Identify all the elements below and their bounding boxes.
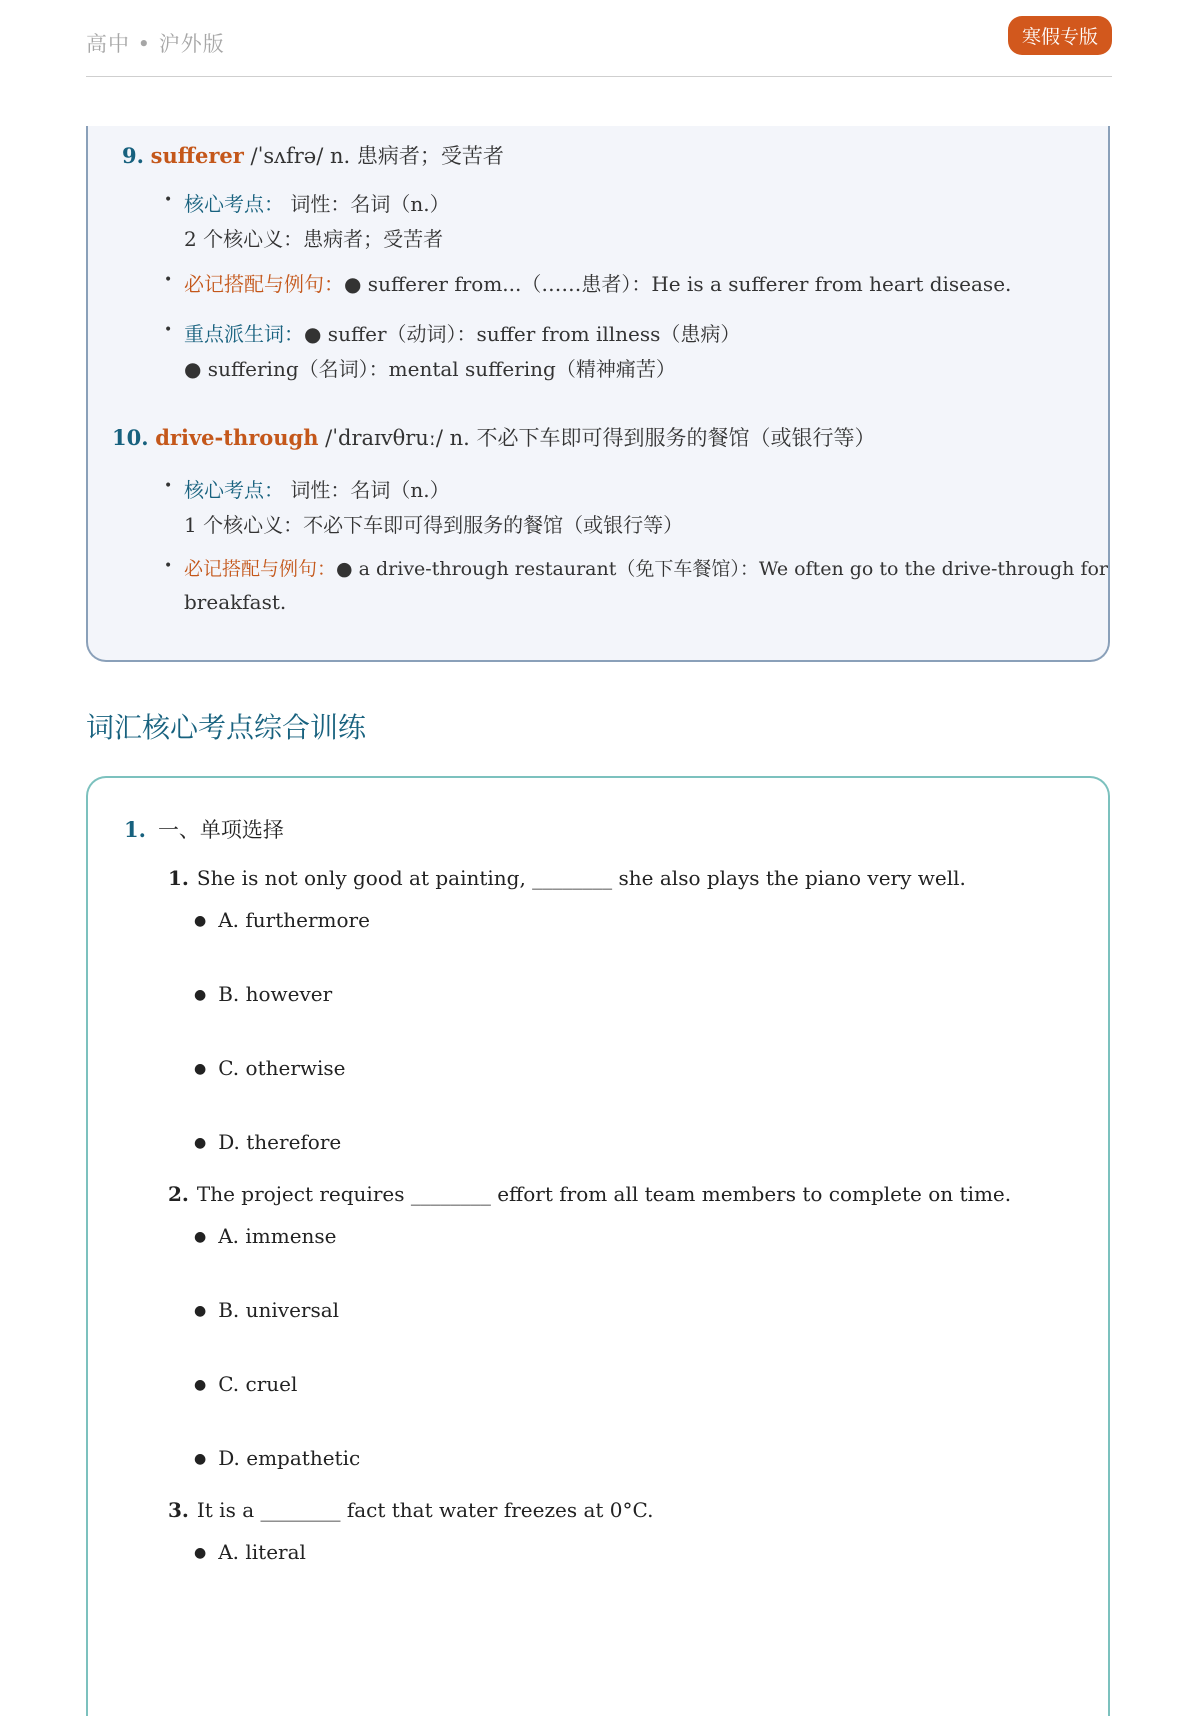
- page-header: [86, 0, 1112, 77]
- exercise-heading: [124, 814, 284, 844]
- question-number: 2.: [168, 1182, 189, 1206]
- bullet: ●: [194, 1545, 207, 1561]
- core-point-label: 核心考点：: [184, 478, 284, 502]
- bullet: ●: [194, 987, 207, 1003]
- core-point: [184, 474, 450, 503]
- option-label: A. immense: [218, 1224, 337, 1248]
- bullet: ●: [194, 1451, 207, 1467]
- core-point-label: 核心考点：: [184, 192, 284, 216]
- bullet: ●: [194, 1135, 207, 1151]
- collocation-label: 必记搭配与例句：: [184, 272, 344, 296]
- question-number: 1.: [168, 866, 189, 890]
- core-point: [184, 188, 450, 217]
- question: [168, 866, 966, 890]
- option-label: C. otherwise: [218, 1056, 346, 1080]
- bullet: ●: [194, 1229, 207, 1245]
- header-edition: 高中 • 沪外版: [86, 32, 225, 56]
- exercise-title: 一、单项选择: [157, 818, 284, 842]
- vocab-entry-drive-through: [112, 422, 876, 452]
- option[interactable]: [194, 982, 332, 1006]
- entry-number: 9.: [122, 143, 144, 168]
- option-label: A. literal: [218, 1540, 306, 1564]
- bullet: •: [164, 478, 173, 494]
- option[interactable]: [194, 1540, 306, 1564]
- entry-definition: /ˈsʌfrə/ n. 患病者；受苦者: [243, 144, 504, 168]
- bullet: •: [164, 322, 173, 338]
- exercise-card: [86, 776, 1110, 1716]
- option[interactable]: [194, 1224, 337, 1248]
- question-text: She is not only good at painting, ________ she also plays the piano very well.: [196, 866, 966, 890]
- option-label: B. however: [218, 982, 333, 1006]
- collocation: [184, 554, 1108, 581]
- derivatives: [184, 318, 740, 347]
- derivatives-label: 重点派生词：: [184, 322, 304, 346]
- option[interactable]: [194, 1056, 346, 1080]
- entry-definition: /ˈdraɪvθruː/ n. 不必下车即可得到服务的餐馆（或银行等）: [318, 426, 876, 450]
- exercise-number: 1.: [124, 817, 146, 842]
- vocab-entry-sufferer: [122, 140, 504, 170]
- entry-word: sufferer: [150, 143, 244, 168]
- vocab-card: [86, 126, 1110, 662]
- option[interactable]: [194, 1446, 360, 1470]
- collocation-text-cont: breakfast.: [184, 590, 287, 614]
- derivative-2: ● suffering（名词）：mental suffering（精神痛苦）: [184, 357, 676, 381]
- option[interactable]: [194, 1298, 339, 1322]
- bullet: •: [164, 272, 173, 288]
- bullet: ●: [194, 1061, 207, 1077]
- option-label: D. therefore: [218, 1130, 342, 1154]
- bullet: •: [164, 192, 173, 208]
- option-label: B. universal: [218, 1298, 340, 1322]
- entry-word: drive-through: [155, 425, 319, 450]
- core-meaning: 1 个核心义：不必下车即可得到服务的餐馆（或银行等）: [184, 513, 684, 537]
- core-point-pos: 词性：名词（n.）: [284, 192, 450, 216]
- question-number: 3.: [168, 1498, 189, 1522]
- option[interactable]: [194, 908, 370, 932]
- section-title: 词汇核心考点综合训练: [86, 711, 367, 744]
- entry-number: 10.: [112, 425, 149, 450]
- question: [168, 1498, 653, 1522]
- question: [168, 1182, 1011, 1206]
- collocation-text: ● a drive-through restaurant（免下车餐馆）：We often go to the drive-through for: [336, 558, 1108, 580]
- option-label: A. furthermore: [218, 908, 370, 932]
- option-label: C. cruel: [218, 1372, 298, 1396]
- winter-edition-badge: 寒假专版: [1008, 16, 1112, 55]
- collocation: [184, 268, 1011, 297]
- option[interactable]: [194, 1130, 341, 1154]
- bullet: ●: [194, 1377, 207, 1393]
- question-text: The project requires ________ effort from all team members to complete on time.: [196, 1182, 1012, 1206]
- question-text: It is a ________ fact that water freezes at 0°C.: [196, 1498, 654, 1522]
- core-point-pos: 词性：名词（n.）: [284, 478, 450, 502]
- bullet: •: [164, 558, 173, 574]
- collocation-text: ● sufferer from...（……患者）：He is a sufferer from heart disease.: [344, 272, 1012, 296]
- collocation-label: 必记搭配与例句：: [184, 558, 337, 580]
- derivative-1: ● suffer（动词）：suffer from illness（患病）: [304, 322, 741, 346]
- option[interactable]: [194, 1372, 297, 1396]
- bullet: ●: [194, 913, 207, 929]
- option-label: D. empathetic: [218, 1446, 361, 1470]
- bullet: ●: [194, 1303, 207, 1319]
- core-meaning: 2 个核心义：患病者；受苦者: [184, 227, 444, 251]
